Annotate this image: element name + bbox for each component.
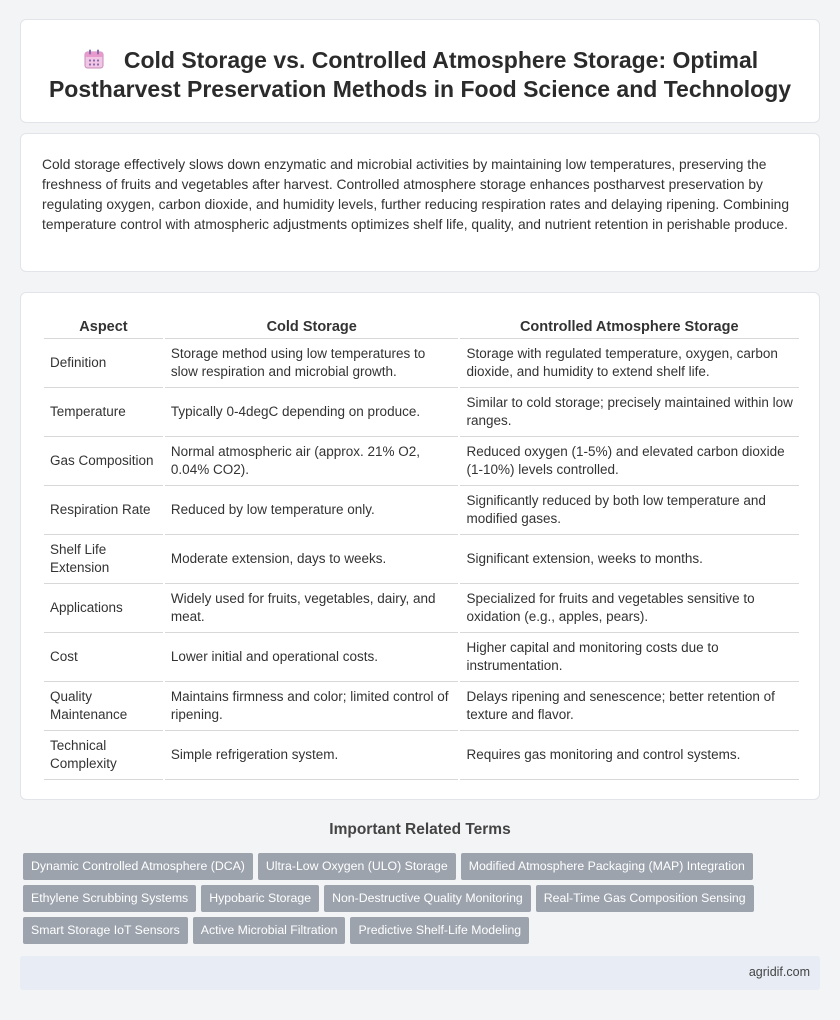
- related-term-tag[interactable]: Real-Time Gas Composition Sensing: [536, 885, 754, 912]
- aspect-cell: Respiration Rate: [43, 485, 164, 534]
- calendar-icon: [82, 47, 106, 71]
- related-term-tag[interactable]: Ultra-Low Oxygen (ULO) Storage: [258, 853, 456, 880]
- related-term-tag[interactable]: Smart Storage IoT Sensors: [23, 917, 188, 944]
- related-terms-list: [23, 853, 819, 949]
- comparison-card: [20, 292, 820, 800]
- controlled-atmosphere-cell: Specialized for fruits and vegetables sensitive to oxidation (e.g., apples, pears).: [459, 583, 799, 632]
- comparison-table: [42, 314, 799, 780]
- table-row: [43, 534, 799, 583]
- table-row: [43, 338, 799, 387]
- table-row: [43, 632, 799, 681]
- controlled-atmosphere-cell: Significant extension, weeks to months.: [459, 534, 799, 583]
- related-term-tag[interactable]: Active Microbial Filtration: [193, 917, 346, 944]
- intro-card: [20, 133, 820, 272]
- aspect-cell: Cost: [43, 632, 164, 681]
- controlled-atmosphere-cell: Requires gas monitoring and control systems.: [459, 730, 799, 779]
- footer-site-link[interactable]: agridif.com: [748, 965, 810, 979]
- aspect-cell: Definition: [43, 338, 164, 387]
- cold-storage-cell: Reduced by low temperature only.: [164, 485, 460, 534]
- related-term-tag[interactable]: Predictive Shelf-Life Modeling: [350, 917, 529, 944]
- related-term-tag[interactable]: Non-Destructive Quality Monitoring: [324, 885, 531, 912]
- table-row: [43, 583, 799, 632]
- controlled-atmosphere-cell: Higher capital and monitoring costs due to instrumentation.: [459, 632, 799, 681]
- title-card: [20, 19, 820, 123]
- table-header-row: [43, 314, 799, 338]
- header-aspect: Aspect: [43, 314, 164, 338]
- related-term-tag[interactable]: Dynamic Controlled Atmosphere (DCA): [23, 853, 253, 880]
- cold-storage-cell: Typically 0-4degC depending on produce.: [164, 387, 460, 436]
- related-term-tag[interactable]: Ethylene Scrubbing Systems: [23, 885, 196, 912]
- cold-storage-cell: Normal atmospheric air (approx. 21% O2, 0.04% CO2).: [164, 436, 460, 485]
- table-row: [43, 681, 799, 730]
- header-cold-storage: Cold Storage: [164, 314, 460, 338]
- cold-storage-cell: Moderate extension, days to weeks.: [164, 534, 460, 583]
- cold-storage-cell: Widely used for fruits, vegetables, dairy, and meat.: [164, 583, 460, 632]
- cold-storage-cell: Storage method using low temperatures to slow respiration and microbial growth.: [164, 338, 460, 387]
- related-term-tag[interactable]: Hypobaric Storage: [201, 885, 319, 912]
- controlled-atmosphere-cell: Storage with regulated temperature, oxygen, carbon dioxide, and humidity to extend shelf life.: [459, 338, 799, 387]
- aspect-cell: Technical Complexity: [43, 730, 164, 779]
- table-row: [43, 730, 799, 779]
- aspect-cell: Gas Composition: [43, 436, 164, 485]
- controlled-atmosphere-cell: Delays ripening and senescence; better retention of texture and flavor.: [459, 681, 799, 730]
- page-title-text: Cold Storage vs. Controlled Atmosphere Storage: Optimal Postharvest Preservation Methods in Food Science and Technology: [48, 47, 792, 102]
- controlled-atmosphere-cell: Similar to cold storage; precisely maintained within low ranges.: [459, 387, 799, 436]
- aspect-cell: Shelf Life Extension: [43, 534, 164, 583]
- controlled-atmosphere-cell: Significantly reduced by both low temperature and modified gases.: [459, 485, 799, 534]
- cold-storage-cell: Maintains firmness and color; limited control of ripening.: [164, 681, 460, 730]
- intro-paragraph: Cold storage effectively slows down enzymatic and microbial activities by maintaining low temperatures, preserving the freshness of fruits and vegetables after harvest. Controlled atmosphere storage enhances postharvest preservation by regulating oxygen, carbon dioxide, and humidity levels, further reducing respiration rates and delaying ripening. Combining temperature control with atmospheric adjustments optimizes shelf life, quality, and nutrient retention in perishable produce.: [42, 157, 790, 232]
- related-term-tag[interactable]: Modified Atmosphere Packaging (MAP) Integration: [461, 853, 753, 880]
- cold-storage-cell: Simple refrigeration system.: [164, 730, 460, 779]
- footer: [20, 956, 820, 990]
- page-title: [43, 46, 797, 104]
- cold-storage-cell: Lower initial and operational costs.: [164, 632, 460, 681]
- aspect-cell: Quality Maintenance: [43, 681, 164, 730]
- table-row: [43, 485, 799, 534]
- table-row: [43, 436, 799, 485]
- aspect-cell: Applications: [43, 583, 164, 632]
- table-row: [43, 387, 799, 436]
- header-controlled-atmosphere: Controlled Atmosphere Storage: [459, 314, 799, 338]
- controlled-atmosphere-cell: Reduced oxygen (1-5%) and elevated carbon dioxide (1-10%) levels controlled.: [459, 436, 799, 485]
- aspect-cell: Temperature: [43, 387, 164, 436]
- related-terms-heading: Important Related Terms: [329, 821, 511, 838]
